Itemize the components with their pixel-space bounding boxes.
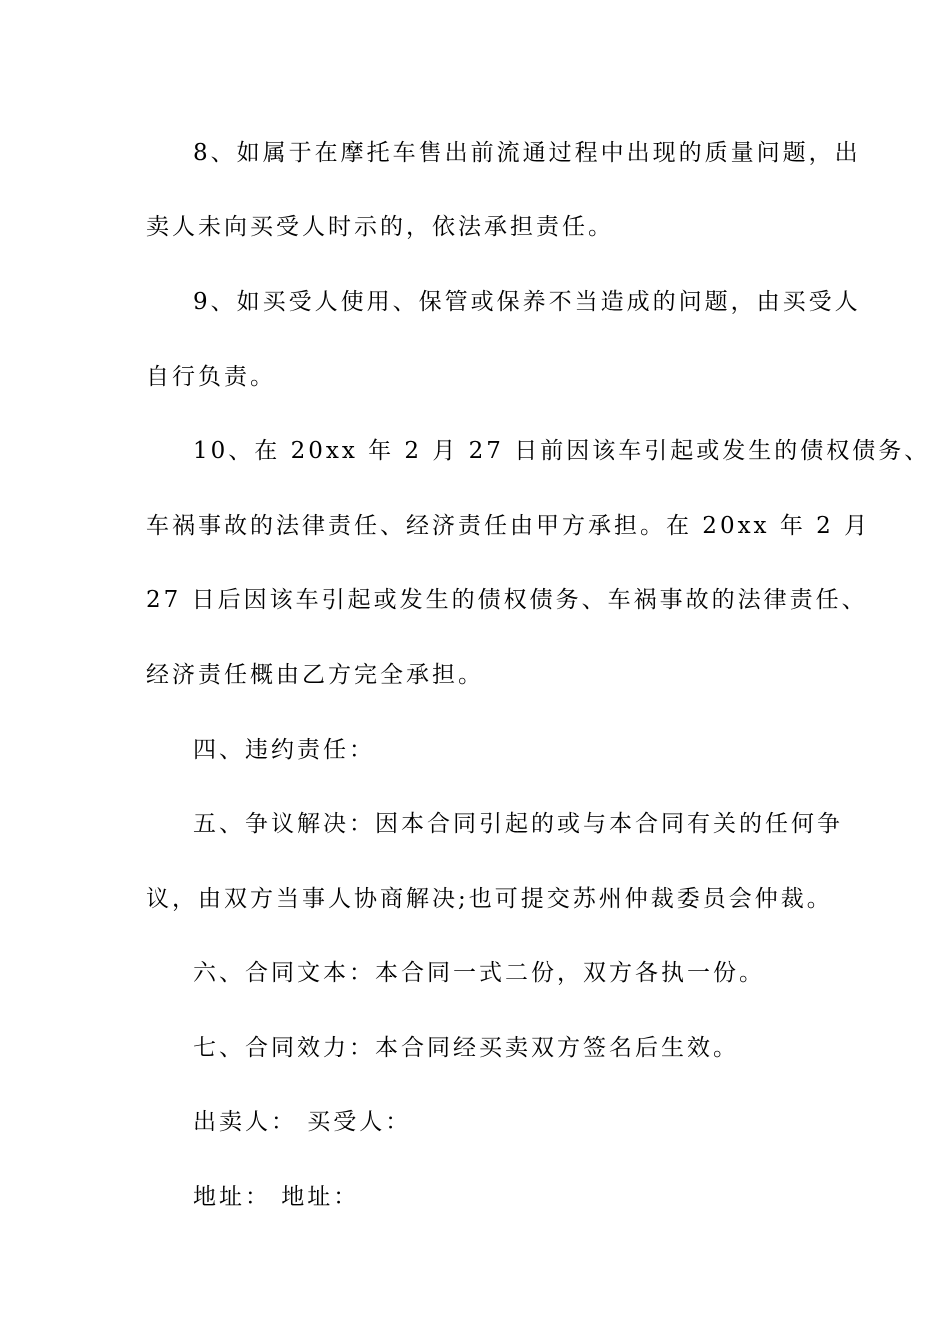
clause-9-line-2: 自行负责。 (146, 364, 276, 390)
clause-9-line-1: 9、如买受人使用、保管或保养不当造成的问题，由买受人 (193, 289, 861, 315)
clause-8-line-1: 8、如属于在摩托车售出前流通过程中出现的质量问题，出 (193, 140, 861, 166)
section-4-heading: 四、违约责任： (193, 737, 375, 763)
clause-10-line-4: 经济责任概由乙方完全承担。 (146, 662, 484, 688)
clause-8-line-2: 卖人未向买受人时示的，依法承担责任。 (146, 214, 614, 240)
clause-10-line-3: 27 日后因该车引起或发生的债权债务、车祸事故的法律责任、 (146, 587, 868, 613)
signature-parties-line: 出卖人： 买受人： (193, 1109, 412, 1135)
section-5-line-1: 五、争议解决：因本合同引起的或与本合同有关的任何争 (193, 811, 843, 837)
address-line: 地址： 地址： (193, 1184, 360, 1210)
clause-10-line-2: 车祸事故的法律责任、经济责任由甲方承担。在 20xx 年 2 月 (146, 513, 871, 539)
section-5-line-2: 议，由双方当事人协商解决;也可提交苏州仲裁委员会仲裁。 (146, 886, 833, 912)
section-7-line: 七、合同效力：本合同经买卖双方签名后生效。 (193, 1035, 739, 1061)
clause-10-line-1: 10、在 20xx 年 2 月 27 日前因该车引起或发生的债权债务、 (193, 438, 931, 464)
section-6-line: 六、合同文本：本合同一式二份，双方各执一份。 (193, 960, 765, 986)
